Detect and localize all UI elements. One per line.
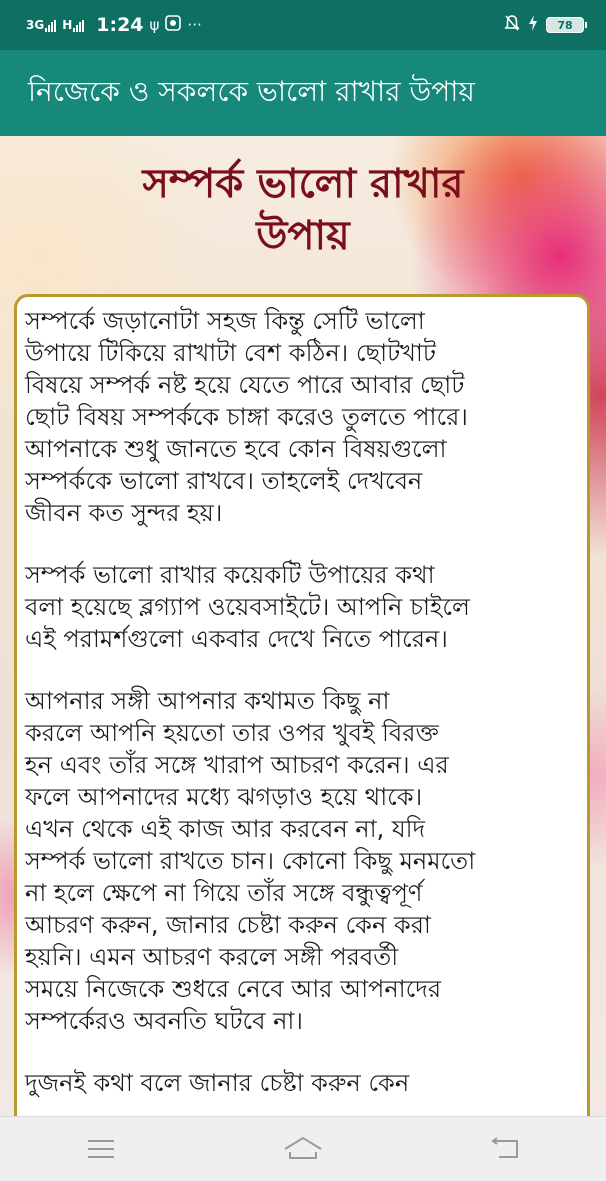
paragraph-line: আপনাকে শুধু জানতে হবে কোন বিষয়গুলো bbox=[25, 435, 447, 463]
home-button[interactable] bbox=[263, 1124, 343, 1174]
paragraph-line: এখন থেকে এই কাজ আর করবেন না, যদি bbox=[25, 815, 426, 843]
paragraph-line: হয়নি। এমন আচরণ করলে সঙ্গী পরবর্তী bbox=[25, 943, 399, 971]
back-icon bbox=[489, 1137, 521, 1161]
app-bar bbox=[0, 50, 606, 136]
article-card[interactable] bbox=[14, 294, 590, 1116]
paragraph-line: সময়ে নিজেকে শুধরে নেবে আর আপনাদের bbox=[25, 975, 442, 1003]
signal-3g bbox=[26, 18, 56, 32]
paragraph-line: এই পরামর্শগুলো একবার দেখে নিতে পারেন। bbox=[25, 625, 448, 653]
paragraph-line: সম্পর্ককে ভালো রাখবে। তাহলেই দেখবেন bbox=[25, 467, 423, 495]
signal-h bbox=[62, 18, 84, 32]
silent-bell-icon bbox=[504, 14, 520, 36]
paragraph-line: সম্পর্ক ভালো রাখার কয়েকটি উপায়ের কথা bbox=[25, 561, 435, 589]
paragraph-line: সম্পর্কে জড়ানোটা সহজ কিন্তু সেটি ভালো bbox=[25, 307, 425, 335]
app-title: নিজেকে ও সকলকে ভালো রাখার উপায় bbox=[28, 74, 475, 108]
paragraph-line: ফলে আপনাদের মধ্যে ঝগড়াও হয়ে থাকে। bbox=[25, 783, 423, 811]
home-icon bbox=[282, 1136, 324, 1162]
paragraph-line: দুজনই কথা বলে জানার চেষ্টা করুন কেন bbox=[25, 1069, 410, 1097]
article-body bbox=[25, 305, 581, 1099]
battery-icon bbox=[546, 17, 584, 33]
article-paragraph bbox=[25, 559, 581, 655]
usb-icon: ψ bbox=[149, 16, 160, 34]
signal-bars-icon bbox=[45, 20, 56, 32]
notification-app-icon bbox=[165, 15, 181, 35]
menu-button[interactable] bbox=[61, 1124, 141, 1174]
menu-icon bbox=[86, 1138, 116, 1160]
paragraph-line: আপনার সঙ্গী আপনার কথামত কিছু না bbox=[25, 687, 390, 715]
paragraph-line: না হলে ক্ষেপে না গিয়ে তাঁর সঙ্গে বন্ধুত্বপূর্ণ bbox=[25, 879, 423, 907]
paragraph-line: আচরণ করুন, জানার চেষ্টা করুন কেন করা bbox=[25, 911, 431, 939]
charging-icon bbox=[528, 15, 538, 35]
clock: 1:24 bbox=[96, 14, 144, 36]
status-right bbox=[504, 14, 584, 36]
article-paragraph bbox=[25, 1067, 581, 1099]
status-left bbox=[26, 14, 504, 36]
paragraph-line: করলে আপনি হয়তো তার ওপর খুবই বিরক্ত bbox=[25, 719, 439, 747]
paragraph-line: জীবন কত সুন্দর হয়। bbox=[25, 499, 223, 527]
navigation-bar bbox=[0, 1116, 606, 1181]
paragraph-line: বলা হয়েছে ব্লগ্যাপ ওয়েবসাইটে। আপনি চাইলে bbox=[25, 593, 470, 621]
signal-bars-icon-2 bbox=[73, 20, 84, 32]
paragraph-line: উপায়ে টিকিয়ে রাখাটা বেশ কঠিন। ছোটখাট bbox=[25, 339, 436, 367]
paragraph-line: সম্পর্ক ভালো রাখতে চান। কোনো কিছু মনমতো bbox=[25, 847, 476, 875]
paragraph-line: হন এবং তাঁর সঙ্গে খারাপ আচরণ করেন। এর bbox=[25, 751, 449, 779]
network-type-label: 3G bbox=[26, 18, 45, 32]
battery-level: 78 bbox=[557, 18, 573, 32]
article-paragraph bbox=[25, 305, 581, 529]
more-notifications-icon: ··· bbox=[187, 16, 202, 34]
article-heading bbox=[0, 158, 606, 262]
paragraph-line: সম্পর্কেরও অবনতি ঘটবে না। bbox=[25, 1007, 303, 1035]
heading-line-1: সম্পর্ক ভালো রাখার bbox=[142, 160, 464, 207]
paragraph-line: ছোট বিষয় সম্পর্ককে চাঙ্গা করেও তুলতে পারে। bbox=[25, 403, 468, 431]
content-area[interactable] bbox=[0, 136, 606, 1116]
network-type-label-2: H bbox=[62, 18, 73, 32]
back-button[interactable] bbox=[465, 1124, 545, 1174]
heading-line-2: উপায় bbox=[256, 212, 350, 259]
status-bar bbox=[0, 0, 606, 50]
paragraph-line: বিষয়ে সম্পর্ক নষ্ট হয়ে যেতে পারে আবার ছোট bbox=[25, 371, 465, 399]
article-paragraph bbox=[25, 685, 581, 1037]
